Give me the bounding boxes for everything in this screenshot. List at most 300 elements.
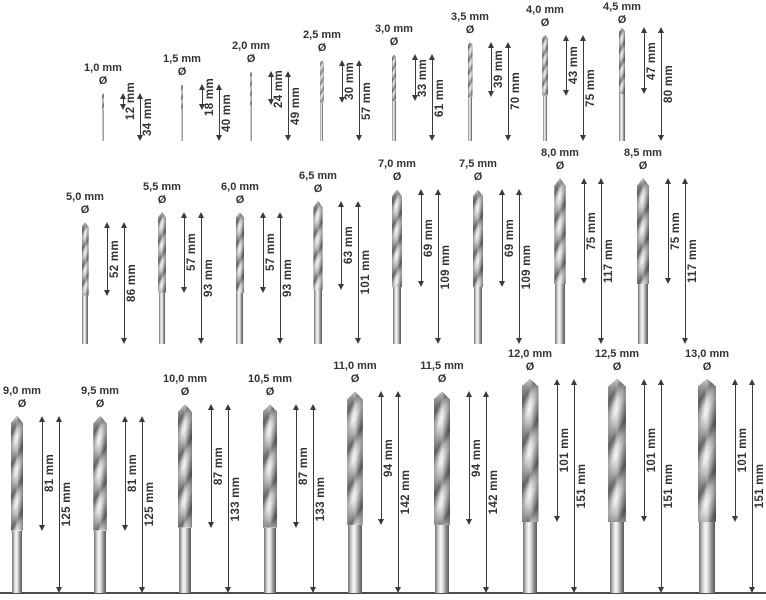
diameter-value: 2,5 mm <box>303 29 341 42</box>
arrowhead-up-icon <box>732 379 738 385</box>
dimension-line <box>228 408 229 589</box>
diameter-value: 5,5 mm <box>143 180 181 193</box>
dimension-line <box>288 75 289 137</box>
drill-bit-flute <box>637 178 649 285</box>
diameter-symbol: Ø <box>177 66 187 79</box>
arrowhead-up-icon <box>516 189 522 195</box>
drill-bit-flute <box>263 404 278 528</box>
drill-bit-6-5-mm <box>313 201 322 344</box>
drill-bit-flute <box>468 42 473 97</box>
arrowhead-up-icon <box>665 178 671 184</box>
drill-bit-flute <box>320 60 324 103</box>
arrowhead-up-icon <box>121 222 127 228</box>
total-length-value: 142 mm <box>487 469 500 515</box>
diameter-symbol: Ø <box>437 373 447 386</box>
dimension-line <box>124 226 125 340</box>
total-length-value: 151 mm <box>753 463 766 509</box>
arrowhead-down-icon <box>435 338 441 344</box>
diameter-symbol: Ø <box>95 397 105 410</box>
total-length-value: 49 mm <box>289 87 302 126</box>
arrowhead-down-icon <box>356 135 362 141</box>
drill-bit-flute <box>82 222 89 296</box>
arrowhead-down-icon <box>466 519 472 525</box>
arrowhead-down-icon <box>665 278 671 284</box>
arrowhead-up-icon <box>181 212 187 218</box>
total-length-value: 34 mm <box>141 97 154 136</box>
diameter-value: 12,5 mm <box>594 347 640 360</box>
arrowhead-up-icon <box>563 35 569 41</box>
arrowhead-down-icon <box>208 522 214 528</box>
arrowhead-down-icon <box>355 338 361 344</box>
arrowhead-up-icon <box>293 404 299 410</box>
diameter-symbol: Ø <box>638 159 648 172</box>
diameter-symbol: Ø <box>702 360 712 373</box>
flute-length-value: 30 mm <box>344 62 357 101</box>
drill-bit-shank <box>474 287 483 344</box>
drill-bit-shank <box>555 284 565 344</box>
arrowhead-down-icon <box>122 525 128 531</box>
diameter-symbol: Ø <box>98 74 108 87</box>
total-length-value: 101 mm <box>360 249 373 295</box>
diameter-label <box>0 385 62 411</box>
total-length-value: 70 mm <box>510 72 522 111</box>
drill-bit-flute <box>347 391 363 525</box>
drill-bit-flute <box>434 391 450 525</box>
flute-length-value: 75 mm <box>586 212 599 251</box>
diameter-label <box>520 147 600 173</box>
arrowhead-up-icon <box>580 35 586 41</box>
diameter-value: 11,5 mm <box>420 360 464 373</box>
drill-bit-flute <box>392 189 402 287</box>
arrowhead-down-icon <box>104 290 110 296</box>
flute-length-value: 39 mm <box>493 50 505 89</box>
arrowhead-up-icon <box>208 404 214 410</box>
diameter-value: 3,5 mm <box>451 10 489 23</box>
drill-bit-flute <box>102 93 104 110</box>
total-length-value: 117 mm <box>686 238 699 283</box>
drill-bit-flute <box>250 71 253 105</box>
drill-bit-5-mm <box>82 222 89 344</box>
arrowhead-down-icon <box>277 338 283 344</box>
flute-length-value: 57 mm <box>186 233 199 272</box>
dimension-line <box>752 383 753 589</box>
arrowhead-down-icon <box>732 516 738 522</box>
diameter-label <box>430 11 510 37</box>
diameter-symbol: Ø <box>465 23 475 36</box>
drill-bit-shank <box>236 293 243 344</box>
diameter-label <box>505 4 585 30</box>
diameter-symbol: Ø <box>17 397 27 410</box>
drill-bit-13-mm <box>698 379 717 593</box>
drill-bit-shank <box>638 284 648 344</box>
diameter-symbol: Ø <box>555 159 565 172</box>
arrowhead-down-icon <box>429 135 435 141</box>
drill-bit-flute <box>522 379 539 522</box>
drill-bit-10-5-mm <box>263 404 278 593</box>
arrowhead-down-icon <box>216 135 222 141</box>
diameter-symbol: Ø <box>612 360 622 373</box>
arrowhead-down-icon <box>554 516 560 522</box>
diameter-value: 8,5 mm <box>624 146 662 159</box>
arrowhead-up-icon <box>429 54 435 60</box>
arrowhead-up-icon <box>641 379 647 385</box>
arrowhead-up-icon <box>260 212 266 218</box>
arrowhead-down-icon <box>749 587 755 593</box>
ground-line <box>0 592 766 594</box>
drill-bit-shank <box>159 293 166 344</box>
diameter-label <box>402 360 482 386</box>
drill-bit-shank <box>102 110 104 141</box>
dimension-line <box>211 408 212 524</box>
diameter-label <box>582 1 662 27</box>
diameter-value: 13,0 mm <box>684 347 730 360</box>
diameter-label <box>60 385 140 411</box>
dimension-line <box>59 420 60 590</box>
diameter-value: 11,0 mm <box>333 360 377 373</box>
diameter-label <box>603 147 683 173</box>
total-length-value: 151 mm <box>576 463 588 509</box>
drill-bit-7-5-mm <box>473 189 484 344</box>
arrowhead-up-icon <box>488 42 494 48</box>
arrowhead-up-icon <box>418 189 424 195</box>
dimension-line <box>219 88 220 137</box>
arrowhead-down-icon <box>310 587 316 593</box>
diameter-value: 9,5 mm <box>81 384 119 397</box>
flute-length-value: 43 mm <box>568 46 581 84</box>
dimension-line <box>358 205 359 340</box>
diameter-symbol: Ø <box>246 53 256 66</box>
dimension-line <box>508 46 509 137</box>
diameter-label <box>211 40 291 66</box>
drill-bit-flute <box>236 212 245 293</box>
total-length-value: 86 mm <box>126 263 138 302</box>
diameter-label <box>667 348 747 374</box>
dimension-line <box>486 395 487 589</box>
drill-bit-2-mm <box>250 71 253 141</box>
diameter-value: 6,5 mm <box>299 169 337 182</box>
flute-length-value: 69 mm <box>422 219 435 258</box>
dimension-line <box>644 31 645 90</box>
arrowhead-up-icon <box>749 379 755 385</box>
drill-bit-9-5-mm <box>93 416 107 594</box>
diameter-label <box>278 170 358 196</box>
drill-bit-shank <box>619 94 624 141</box>
arrowhead-down-icon <box>563 90 569 96</box>
diameter-label <box>577 348 657 374</box>
arrowhead-up-icon <box>356 60 362 66</box>
drill-bit-shank <box>250 105 252 141</box>
arrowhead-up-icon <box>435 189 441 195</box>
total-length-value: 75 mm <box>585 68 598 107</box>
dimension-line <box>140 97 141 137</box>
drill-bit-flute <box>158 212 166 293</box>
dimension-line <box>263 216 264 289</box>
diameter-symbol: Ø <box>617 14 627 26</box>
arrowhead-down-icon <box>598 338 604 344</box>
total-length-value: 40 mm <box>220 93 233 132</box>
diameter-value: 8,0 mm <box>541 146 579 159</box>
drill-bit-flute <box>11 416 24 531</box>
flute-length-value: 57 mm <box>264 233 277 272</box>
diameter-value: 1,5 mm <box>163 53 201 66</box>
arrowhead-down-icon <box>378 519 384 525</box>
arrowhead-down-icon <box>121 338 127 344</box>
drill-bit-8-5-mm <box>637 178 649 344</box>
total-length-value: 125 mm <box>60 481 73 527</box>
arrowhead-down-icon <box>39 525 45 531</box>
flute-length-value: 101 mm <box>559 427 571 473</box>
drill-bit-1-mm <box>102 93 104 141</box>
arrowhead-down-icon <box>139 587 145 593</box>
flute-length-value: 69 mm <box>503 219 516 258</box>
arrowhead-down-icon <box>293 522 299 528</box>
dimension-line <box>280 216 281 340</box>
diameter-symbol: Ø <box>540 16 550 29</box>
total-length-value: 109 mm <box>439 244 452 289</box>
total-length-value: 125 mm <box>144 481 157 527</box>
arrowhead-down-icon <box>418 281 424 287</box>
flute-length-value: 81 mm <box>127 454 140 492</box>
drill-bit-11-mm <box>347 391 363 593</box>
drill-bit-shank <box>543 96 548 141</box>
diameter-symbol: Ø <box>350 373 360 386</box>
drill-bit-flute <box>178 404 192 528</box>
arrowhead-up-icon <box>598 178 604 184</box>
arrowhead-down-icon <box>580 135 586 141</box>
dimension-line <box>491 46 492 93</box>
drill-bit-7-mm <box>392 189 402 344</box>
diameter-value: 9,0 mm <box>3 384 41 397</box>
diameter-value: 12,0 mm <box>507 347 553 360</box>
diameter-symbol: Ø <box>389 36 399 49</box>
total-length-value: 117 mm <box>603 238 616 283</box>
arrowhead-up-icon <box>483 391 489 397</box>
arrowhead-down-icon <box>488 91 494 97</box>
arrowhead-down-icon <box>56 587 62 593</box>
diameter-symbol: Ø <box>313 182 323 195</box>
arrowhead-down-icon <box>395 587 401 593</box>
arrowhead-up-icon <box>378 391 384 397</box>
dimension-line <box>438 193 439 340</box>
drill-bit-shank <box>314 290 322 344</box>
drill-bit-flute <box>542 35 548 96</box>
arrowhead-down-icon <box>658 587 664 593</box>
drill-bit-shank <box>179 528 191 593</box>
flute-length-value: 33 mm <box>416 58 429 97</box>
total-length-value: 133 mm <box>315 476 327 521</box>
diameter-symbol: Ø <box>265 386 275 399</box>
drill-bit-flute <box>608 379 626 522</box>
dimension-line <box>668 182 669 281</box>
arrowhead-down-icon <box>225 587 231 593</box>
diameter-symbol: Ø <box>180 386 190 399</box>
arrowhead-up-icon <box>554 379 560 385</box>
dimension-line <box>557 383 558 518</box>
flute-length-value: 94 mm <box>470 439 483 478</box>
drill-bit-flute <box>313 201 322 291</box>
diameter-symbol: Ø <box>317 42 327 55</box>
flute-length-value: 24 mm <box>272 69 285 108</box>
flute-length-value: 52 mm <box>109 239 121 278</box>
drill-bit-shank <box>94 531 105 594</box>
arrowhead-up-icon <box>581 178 587 184</box>
arrowhead-up-icon <box>225 404 231 410</box>
drill-bit-shank <box>393 287 401 344</box>
dimension-line <box>421 193 422 283</box>
arrowhead-up-icon <box>355 201 361 207</box>
drill-bit-5-5-mm <box>158 212 166 344</box>
diameter-label <box>230 373 310 399</box>
diameter-label <box>438 158 518 184</box>
arrowhead-down-icon <box>499 281 505 287</box>
drill-bit-2-5-mm <box>320 60 324 141</box>
total-length-value: 133 mm <box>229 476 242 521</box>
total-length-value: 57 mm <box>361 81 374 120</box>
drill-bit-shank <box>348 525 361 593</box>
drill-bit-12-5-mm <box>608 379 626 593</box>
arrowhead-up-icon <box>277 212 283 218</box>
diameter-label <box>354 23 434 49</box>
dimension-line <box>519 193 520 340</box>
drill-bit-shank <box>392 101 396 141</box>
flute-length-value: 87 mm <box>298 446 310 485</box>
drill-bit-flute <box>392 54 396 101</box>
dimension-line <box>735 383 736 518</box>
diameter-value: 5,0 mm <box>66 190 104 203</box>
drill-bit-shank <box>264 528 277 593</box>
diameter-symbol: Ø <box>80 203 90 216</box>
total-length-value: 93 mm <box>281 259 294 297</box>
arrowhead-up-icon <box>310 404 316 410</box>
arrowhead-down-icon <box>483 587 489 593</box>
arrowhead-down-icon <box>658 135 664 141</box>
drill-bit-shank <box>82 296 88 344</box>
diameter-value: 2,0 mm <box>232 40 270 53</box>
flute-length-value: 75 mm <box>669 212 682 251</box>
flute-length-value: 18 mm <box>203 78 216 116</box>
flute-length-value: 101 mm <box>646 427 659 473</box>
drill-bit-shank <box>12 531 23 594</box>
dimension-line <box>685 182 686 340</box>
flute-length-value: 81 mm <box>43 454 56 492</box>
diameter-label <box>490 348 570 374</box>
total-length-value: 93 mm <box>203 259 216 297</box>
drill-bit-8-mm <box>554 178 565 344</box>
total-length-value: 151 mm <box>663 463 676 509</box>
diameter-symbol: Ø <box>157 193 167 206</box>
drill-bit-3-5-mm <box>468 42 473 141</box>
dimension-line <box>415 58 416 97</box>
arrowhead-up-icon <box>658 379 664 385</box>
arrowhead-up-icon <box>285 71 291 77</box>
drill-bit-flute <box>93 416 107 531</box>
drill-bit-4-mm <box>542 35 548 142</box>
total-length-value: 61 mm <box>433 78 446 117</box>
flute-length-value: 101 mm <box>736 427 749 473</box>
arrowhead-down-icon <box>682 338 688 344</box>
diameter-symbol: Ø <box>525 360 535 373</box>
diameter-value: 3,0 mm <box>375 23 413 36</box>
drill-bit-1-5-mm <box>181 84 183 141</box>
flute-length-value: 87 mm <box>212 446 225 485</box>
drill-bit-shank <box>320 103 323 141</box>
diameter-label <box>142 53 222 79</box>
dimension-line <box>341 205 342 287</box>
diameter-symbol: Ø <box>392 171 402 184</box>
diameter-value: 7,5 mm <box>459 158 497 171</box>
dimension-line <box>574 383 575 589</box>
dimension-line <box>313 408 314 589</box>
total-length-value: 142 mm <box>400 469 413 515</box>
diameter-value: 1,0 mm <box>84 61 122 74</box>
arrowhead-up-icon <box>122 416 128 422</box>
arrowhead-up-icon <box>104 222 110 228</box>
arrowhead-down-icon <box>581 278 587 284</box>
dimension-line <box>469 395 470 521</box>
diameter-value: 6,0 mm <box>221 180 259 193</box>
diameter-value: 7,0 mm <box>378 158 416 171</box>
arrowhead-down-icon <box>181 287 187 293</box>
arrowhead-up-icon <box>466 391 472 397</box>
dimension-line <box>271 75 272 101</box>
drill-bit-6-mm <box>236 212 245 344</box>
diameter-value: 10,5 mm <box>247 373 293 386</box>
arrowhead-up-icon <box>139 416 145 422</box>
diameter-value: 10,0 mm <box>162 373 208 386</box>
drill-bit-flute <box>619 27 625 94</box>
diameter-label <box>145 373 225 399</box>
drill-bit-9-mm <box>11 416 24 594</box>
total-length-value: 109 mm <box>520 244 533 289</box>
arrowhead-down-icon <box>338 284 344 290</box>
flute-length-value: 63 mm <box>343 226 356 265</box>
arrowhead-up-icon <box>682 178 688 184</box>
arrowhead-up-icon <box>338 201 344 207</box>
drill-bit-shank <box>181 110 183 141</box>
diameter-symbol: Ø <box>473 171 483 184</box>
drill-bit-flute <box>698 379 717 522</box>
arrowhead-up-icon <box>56 416 62 422</box>
diameter-label <box>282 29 362 55</box>
drill-bit-shank <box>610 522 625 593</box>
arrowhead-up-icon <box>505 42 511 48</box>
arrowhead-down-icon <box>516 338 522 344</box>
arrowhead-down-icon <box>641 88 647 94</box>
dimension-line <box>296 408 297 524</box>
drill-bit-shank <box>523 522 537 593</box>
diameter-label <box>315 360 395 386</box>
diameter-value: 4,5 mm <box>603 1 641 13</box>
drill-bit-flute <box>554 178 565 285</box>
arrowhead-up-icon <box>216 84 222 90</box>
diameter-label <box>122 181 202 207</box>
flute-length-value: 94 mm <box>383 439 396 478</box>
arrowhead-down-icon <box>285 135 291 141</box>
arrowhead-down-icon <box>641 516 647 522</box>
drill-bit-10-mm <box>178 404 192 593</box>
arrowhead-down-icon <box>260 287 266 293</box>
drill-bit-3-mm <box>392 54 396 141</box>
diameter-symbol: Ø <box>235 193 245 206</box>
arrowhead-up-icon <box>395 391 401 397</box>
drill-bit-4-5-mm <box>619 27 625 141</box>
dimension-line <box>502 193 503 283</box>
diameter-label <box>200 181 280 207</box>
drill-bit-flute <box>181 84 183 110</box>
dimension-line <box>107 226 108 292</box>
arrowhead-down-icon <box>571 587 577 593</box>
drill-bit-shank <box>699 522 715 593</box>
